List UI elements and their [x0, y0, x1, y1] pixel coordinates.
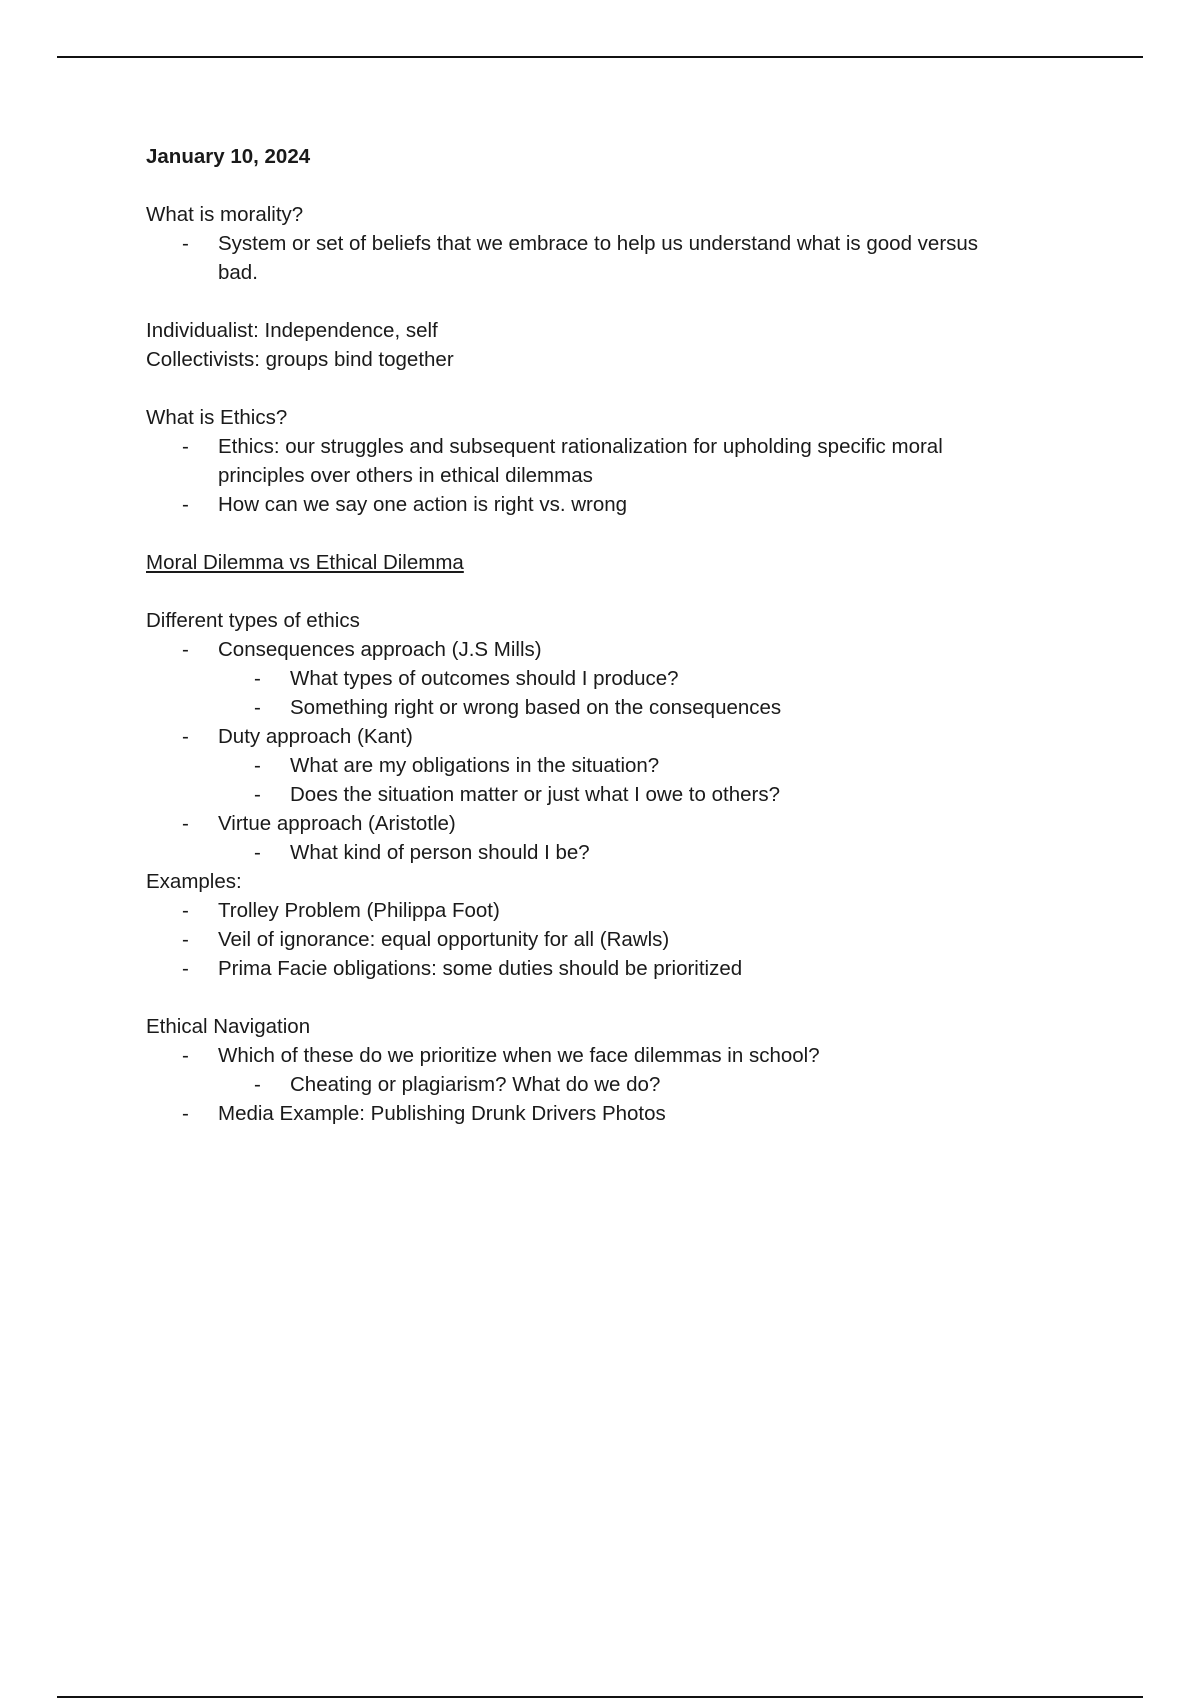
list-item — [146, 490, 1086, 519]
bullet-dash: - — [182, 493, 189, 516]
types-heading: Different types of ethics — [146, 609, 360, 632]
bullet-dash: - — [182, 957, 189, 980]
list-item-text: Prima Facie obligations: some duties should be prioritized — [218, 957, 743, 980]
bottom-rule — [57, 1696, 1143, 1698]
list-item — [218, 751, 1086, 780]
list-item-text: Which of these do we prioritize when we face dilemmas in school? — [218, 1044, 820, 1067]
morality-list — [146, 229, 1086, 287]
bullet-dash: - — [254, 754, 261, 777]
duty-sublist — [218, 751, 1086, 809]
ethics-heading: What is Ethics? — [146, 406, 288, 429]
list-item — [146, 954, 1086, 983]
bullet-dash: - — [182, 812, 189, 835]
list-item-text: System or set of beliefs that we embrace to help us understand what is good versus bad. — [218, 232, 979, 284]
list-item — [218, 664, 1086, 693]
ethics-list — [146, 432, 1086, 519]
individualist-line: Individualist: Independence, self — [146, 319, 438, 342]
list-item-text: Something right or wrong based on the consequences — [290, 696, 782, 719]
list-item — [218, 838, 1086, 867]
bullet-dash: - — [254, 1073, 261, 1096]
list-item — [146, 1041, 1086, 1099]
list-item — [218, 780, 1086, 809]
list-item — [218, 1070, 1086, 1099]
bullet-dash: - — [182, 435, 189, 458]
bullet-dash: - — [254, 696, 261, 719]
list-item-text: Cheating or plagiarism? What do we do? — [290, 1073, 661, 1096]
list-item-text: How can we say one action is right vs. wrong — [218, 493, 628, 516]
navigation-list — [146, 1041, 1086, 1128]
list-item — [146, 896, 1086, 925]
bullet-dash: - — [182, 1044, 189, 1067]
bullet-dash: - — [182, 899, 189, 922]
document-body — [146, 142, 1086, 1128]
bullet-dash: - — [182, 1102, 189, 1125]
list-item-text: Trolley Problem (Philippa Foot) — [218, 899, 500, 922]
bullet-dash: - — [254, 841, 261, 864]
list-item — [146, 229, 1086, 287]
bullet-dash: - — [182, 232, 189, 255]
dilemma-heading: Moral Dilemma vs Ethical Dilemma — [146, 551, 464, 574]
morality-heading: What is morality? — [146, 203, 304, 226]
consequences-sublist — [218, 664, 1086, 722]
bullet-dash: - — [254, 667, 261, 690]
list-item — [146, 1099, 1086, 1128]
list-item — [146, 635, 1086, 722]
consequences-label: Consequences approach (J.S Mills) — [218, 638, 542, 661]
list-item — [146, 722, 1086, 809]
list-item — [146, 809, 1086, 867]
list-item-text: Ethics: our struggles and subsequent rationalization for upholding specific moral principles over others in ethical dilemmas — [218, 435, 943, 487]
bullet-dash: - — [182, 725, 189, 748]
school-sublist — [218, 1070, 1086, 1099]
bullet-dash: - — [182, 638, 189, 661]
list-item-text: What are my obligations in the situation? — [290, 754, 660, 777]
list-item-text: Media Example: Publishing Drunk Drivers Photos — [218, 1102, 666, 1125]
duty-label: Duty approach (Kant) — [218, 725, 413, 748]
list-item-text: Does the situation matter or just what I owe to others? — [290, 783, 780, 806]
virtue-label: Virtue approach (Aristotle) — [218, 812, 456, 835]
collectivists-line: Collectivists: groups bind together — [146, 348, 454, 371]
examples-heading: Examples: — [146, 870, 242, 893]
bullet-dash: - — [254, 783, 261, 806]
list-item — [218, 693, 1086, 722]
top-rule — [57, 56, 1143, 58]
page-date: January 10, 2024 — [146, 145, 311, 168]
navigation-heading: Ethical Navigation — [146, 1015, 311, 1038]
list-item — [146, 432, 1086, 490]
list-item — [146, 925, 1086, 954]
examples-list — [146, 896, 1086, 983]
list-item-text: What kind of person should I be? — [290, 841, 590, 864]
virtue-sublist — [218, 838, 1086, 867]
list-item-text: Veil of ignorance: equal opportunity for all (Rawls) — [218, 928, 670, 951]
bullet-dash: - — [182, 928, 189, 951]
types-list — [146, 635, 1086, 867]
list-item-text: What types of outcomes should I produce? — [290, 667, 679, 690]
